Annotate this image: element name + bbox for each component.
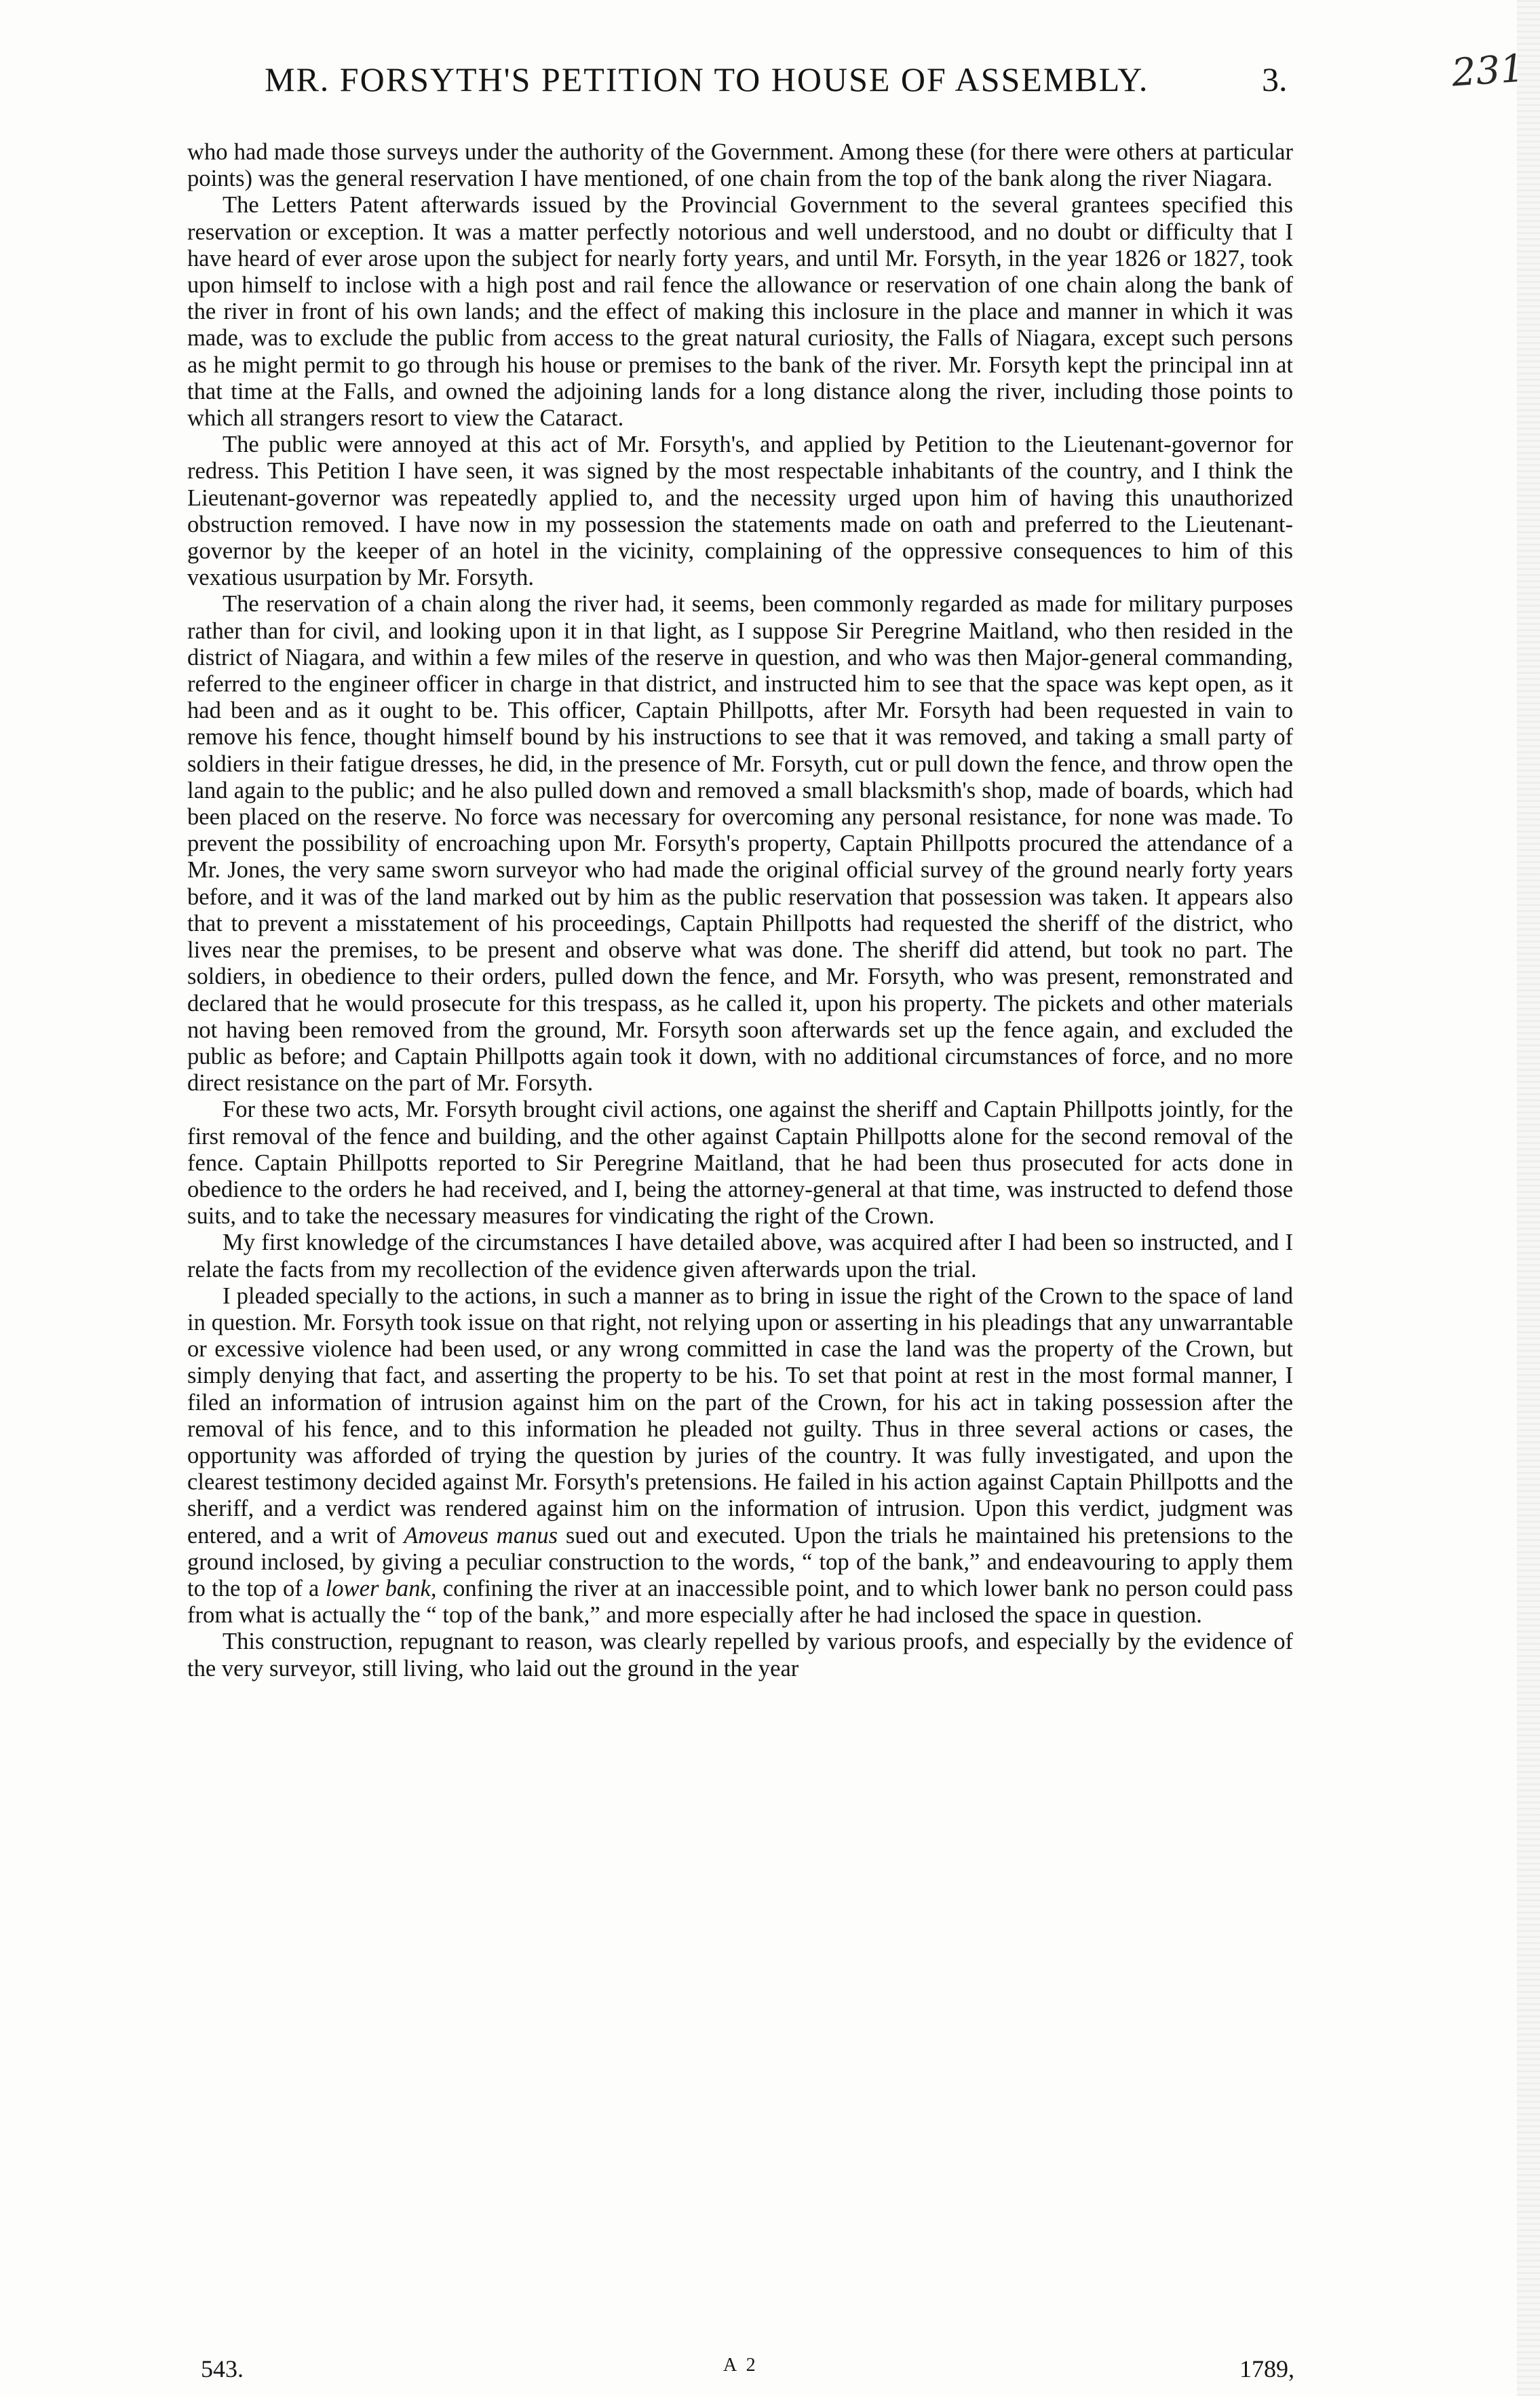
footer-catchword: 1789, <box>1239 2355 1294 2382</box>
body-text <box>187 139 1293 1682</box>
paragraph-construction: This construction, repugnant to reason, was clearly repelled by various proofs, and especially by the evidence of the very surveyor, still living, who laid out the ground in the year <box>187 1629 1293 1681</box>
scan-edge <box>1517 0 1540 2396</box>
paragraph-first-knowledge: My first knowledge of the circumstances I have detailed above, was acquired after I had been so instructed, and I relate the facts from my recollection of the evidence given afterwards upon the trial. <box>187 1230 1293 1282</box>
running-title: MR. FORSYTH'S PETITION TO HOUSE OF ASSEMBLY. <box>265 60 1149 98</box>
paragraph-civil-actions: For these two acts, Mr. Forsyth brought civil actions, one against the sheriff and Captain Phillpotts jointly, for the first removal of the fence and building, and the other against Captain Phillpotts alone for the second removal of the fence. Captain Phillpotts reported to Sir Peregrine Maitland, that he had been thus prosecuted for acts done in obedience to the orders he had received, and I, being the attorney-general at that time, was instructed to defend those suits, and to take the necessary measures for vindicating the right of the Crown. <box>187 1097 1293 1230</box>
paragraph-public-petition: The public were annoyed at this act of Mr. Forsyth's, and applied by Petition to the Lieutenant-governor for redress. This Petition I have seen, it was signed by the most respectable inhabitants of the country, and I think the Lieutenant-governor was repeatedly applied to, and the necessity urged upon him of having this unauthorized obstruction removed. I have now in my possession the statements made on oath and preferred to the Lieutenant-governor by the keeper of an hotel in the vicinity, complaining of the oppressive consequences to him of this vexatious usurpation by Mr. Forsyth. <box>187 432 1293 591</box>
writ-name: Amoveus manus <box>404 1522 558 1548</box>
pleadings-text: I pleaded specially to the actions, in such a manner as to bring in issue the right of the Crown to the space of land in question. Mr. Forsyth took issue on that right, not relying upon or asserting in his pleadings that any unwarrantable or excessive violence had been used, or any wrong committed in case the land was the property of the Crown, but simply denying that fact, and asserting the property to be his. To set that point at rest in the most formal manner, I filed an information of intrusion against him on the part of the Crown, for his act in taking possession after the removal of his fence, and to this information he pleaded not guilty. Thus in three several actions or cases, the opportunity was afforded of trying the question by juries of the country. It was fully investigated, and upon the clearest testimony decided against Mr. Forsyth's pretensions. He failed in his action against Captain Phillpotts and the sheriff, and a verdict was rendered against him on the information of intrusion. Upon this verdict, judgment was entered, and a writ of <box>187 1282 1293 1548</box>
page-footer <box>201 2355 1294 2384</box>
handwritten-folio-number: 231 <box>1450 46 1526 96</box>
page-header <box>265 60 1288 114</box>
footer-document-number: 543. <box>201 2355 244 2382</box>
paragraph-reservation: The reservation of a chain along the river had, it seems, been commonly regarded as made for military purposes rather than for civil, and looking upon it in that light, as I suppose Sir Peregrine Maitland, who then resided in the district of Niagara, and within a few miles of the reserve in question, and who was then Major-general commanding, referred to the engineer officer in charge in that district, and instructed him to see that the space was kept open, as it had been and as it ought to be. This officer, Captain Phillpotts, after Mr. Forsyth had been requested in vain to remove his fence, thought himself bound by his instructions to see that it was removed, and taking a small party of soldiers in their fatigue dresses, he did, in the presence of Mr. Forsyth, cut or pull down the fence, and throw open the land again to the public; and he also pulled down and removed a small blacksmith's shop, made of boards, which had been placed on the reserve. No force was necessary for overcoming any personal resistance, for none was made. To prevent the possibility of encroaching upon Mr. Forsyth's property, Captain Phillpotts procured the attendance of a Mr. Jones, the very same sworn surveyor who had made the original official survey of the ground nearly forty years before, and it was of the land marked out by him as the public reservation that possession was taken. It appears also that to prevent a misstatement of his proceedings, Captain Phillpotts had requested the sheriff of the district, who lives near the premises, to be present and observe what was done. The sheriff did attend, but took no part. The soldiers, in obedience to their orders, pulled down the fence, and Mr. Forsyth, who was present, remonstrated and declared that he would prosecute for this trespass, as he called it, upon his property. The pickets and other materials not having been removed from the ground, Mr. Forsyth soon afterwards set up the fence again, and excluded the public as before; and Captain Phillpotts again took it down, with no additional circumstances of force, and no more direct resistance on the part of Mr. Forsyth. <box>187 591 1293 1097</box>
writ-end: confining the river at an inaccessible point, and to which lower bank no person could pass from what is actually the “ top of the bank,” and more especially after he had inclosed the space in question. <box>187 1575 1293 1629</box>
paragraph-continued: who had made those surveys under the authority of the Government. Among these (for there were others at particular points) was the general reservation I have mentioned, of one chain from the top of the bank along the river Niagara. <box>187 139 1293 192</box>
paragraph-letters-patent: The Letters Patent afterwards issued by the Provincial Government to the several grantees specified this reservation or exception. It was a matter perfectly notorious and well understood, and no doubt or difficulty that I have heard of ever arose upon the subject for nearly forty years, and until Mr. Forsyth, in the year 1826 or 1827, took upon himself to inclose with a high post and rail fence the allowance or reservation of one chain along the bank of the river in front of his own lands; and the effect of making this inclosure in the place and manner in which it was made, was to exclude the public from access to the great natural curiosity, the Falls of Niagara, except such persons as he might permit to go through his house or premises to the bank of the river. Mr. Forsyth kept the principal inn at that time at the Falls, and owned the adjoining lands for a long distance along the river, including those points to which all strangers resort to view the Cataract. <box>187 192 1293 432</box>
footer-signature-mark: A 2 <box>723 2355 758 2376</box>
paragraph-pleadings <box>187 1283 1293 1629</box>
lower-bank-phrase: lower bank, <box>325 1575 437 1601</box>
page-number: 3. <box>1262 60 1288 98</box>
writ-tail: sued out and executed. Upon the trials he maintained his pretensions to the ground inclosed, by giving a peculiar construction to the words, “ top of the bank,” and endeavouring to apply them to the top of a <box>187 1522 1293 1601</box>
